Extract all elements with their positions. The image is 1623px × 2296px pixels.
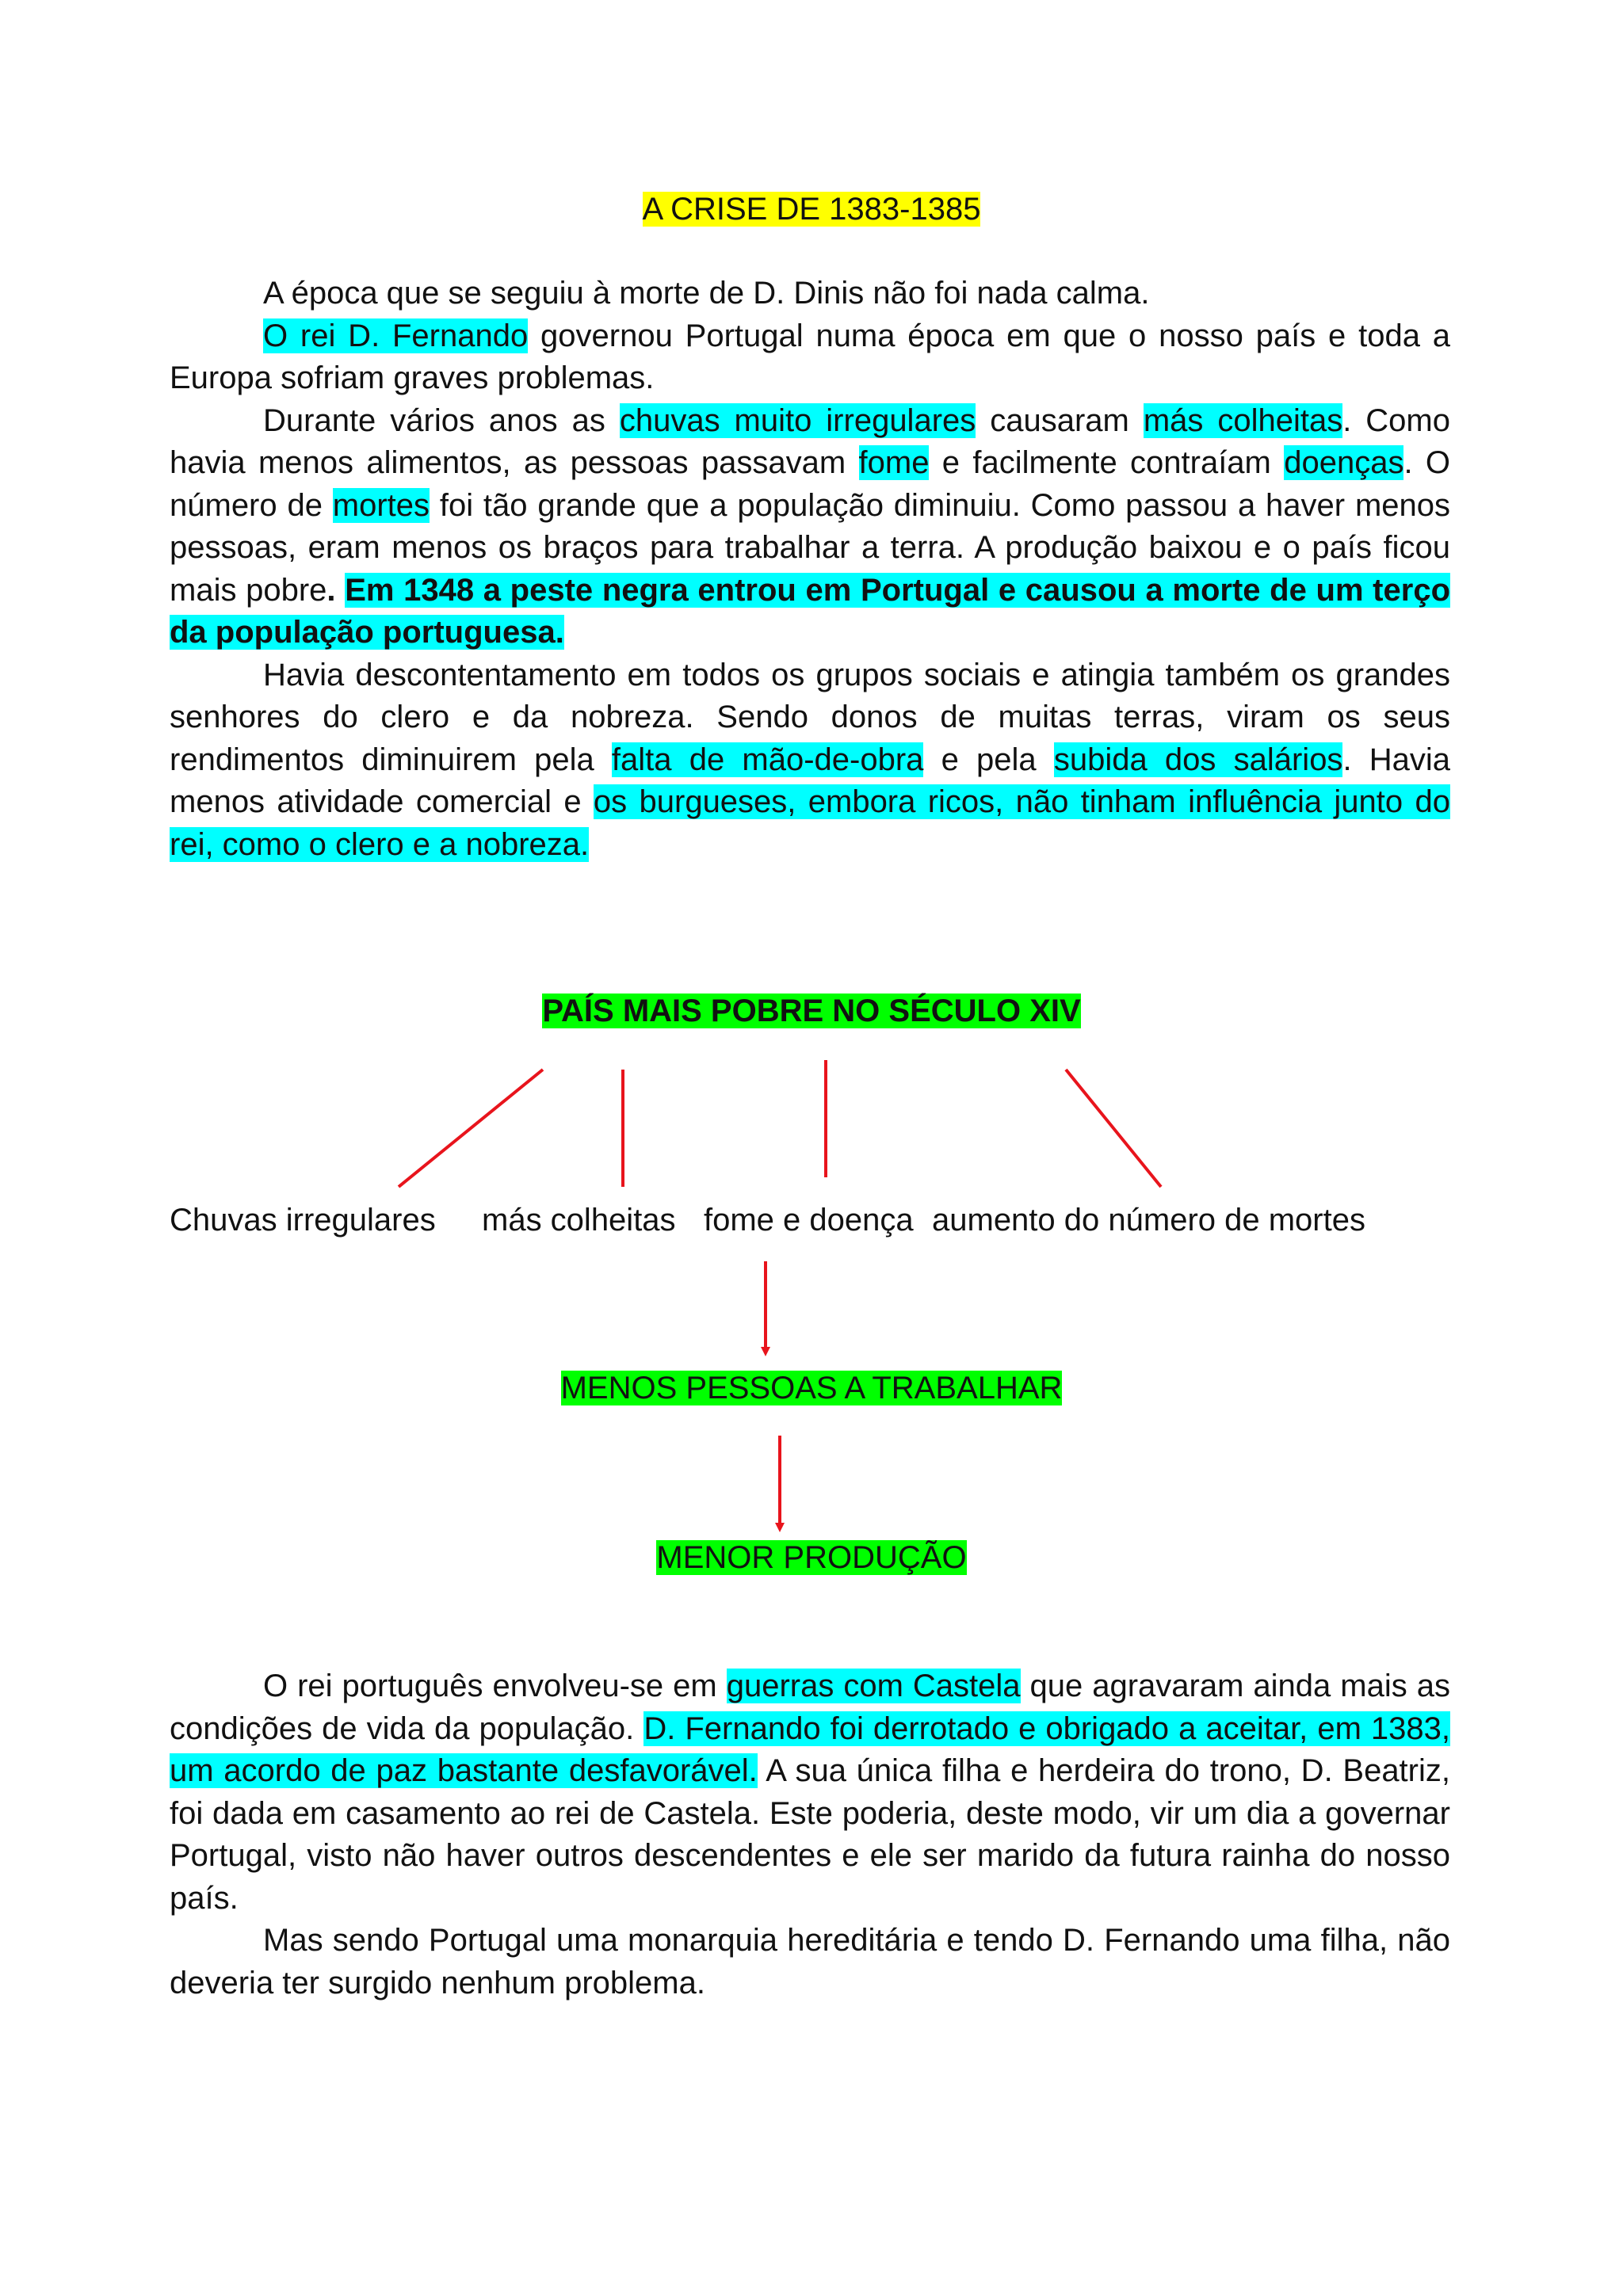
diagram-middle-label: MENOS PESSOAS A TRABALHAR: [560, 1371, 1063, 1405]
highlight: doenças: [1284, 445, 1404, 480]
title-highlight: A CRISE DE 1383-1385: [642, 192, 981, 227]
cause-label: fome e doença: [704, 1203, 914, 1238]
cause-label: más colheitas: [482, 1203, 676, 1238]
paragraph-6: Mas sendo Portugal uma monarquia hereditária e tendo D. Fernando uma filha, não deveria ter surgido nenhum problema.: [170, 1923, 1450, 2000]
cause-label: Chuvas irregulares: [170, 1203, 436, 1238]
highlight: falta de mão-de-obra: [611, 742, 924, 777]
highlight: más colheitas: [1143, 402, 1343, 438]
connector-line: [1066, 1070, 1161, 1187]
diagram-bottom-box: [0, 1535, 1623, 1580]
paragraph-3: Durante vários anos as chuvas muito irregulares causaram más colheitas. Como havia menos alimentos, as pessoas passavam fome e facilmente contraíam doenças. O número de mortes foi tão grande que a população diminuiu. Como passou a haver menos pessoas, eram menos os braços para trabalhar a terra. A produção baixou e o país ficou mais pobre. Em 1348 a peste negra entrou em Portugal e causou a morte de um terço da população portuguesa.: [170, 402, 1451, 650]
highlight: os burgueses, embora ricos, não tinham influência junto do rei, como o clero e a nobreza.: [170, 784, 1450, 862]
highlight: mortes: [332, 487, 430, 523]
diagram-middle-box: [0, 1366, 1623, 1410]
section-2: [170, 1665, 1450, 2004]
highlight: guerras com Castela: [726, 1669, 1021, 1703]
cause-label: aumento do número de mortes: [932, 1203, 1365, 1238]
paragraph-1: A época que se seguiu à morte de D. Dinis não foi nada calma.: [263, 276, 1150, 311]
connector-line: [399, 1070, 543, 1187]
diagram-top-label: PAÍS MAIS POBRE NO SÉCULO XIV: [542, 994, 1081, 1028]
paragraph-2: O rei D. Fernando governou Portugal numa época em que o nosso país e toda a Europa sofriam graves problemas.: [170, 318, 1451, 395]
highlight: fome: [858, 445, 930, 480]
diagram-top-box: [0, 989, 1623, 1033]
paragraph-5: O rei português envolveu-se em guerras com Castela que agravaram ainda mais as condições de vida da população. D. Fernando foi derrotado e obrigado a aceitar, em 1383, um acordo de paz bastante desfavorável. A sua única filha e herdeira do trono, D. Beatriz, foi dada em casamento ao rei de Castela. Este poderia, deste modo, vir um dia a governar Portugal, visto não haver outros descendentes e ele ser marido da futura rainha do nosso país.: [170, 1669, 1450, 1916]
paragraph-4: Havia descontentamento em todos os grupos sociais e atingia também os grandes senhores do clero e da nobreza. Sendo donos de muitas terras, viram os seus rendimentos diminuirem pela falta de mão-de-obra e pela subida dos salários. Havia menos atividade comercial e os burgueses, embora ricos, não tinham influência junto do rei, como o clero e a nobreza.: [170, 657, 1451, 862]
bold-highlight: Em 1348 a peste negra entrou em Portugal e causou a morte de um terço da população portuguesa.: [170, 572, 1450, 650]
highlight: subida dos salários: [1053, 742, 1343, 777]
highlight: O rei D. Fernando: [263, 318, 529, 353]
highlight: chuvas muito irregulares: [619, 402, 976, 438]
diagram-bottom-label: MENOR PRODUÇÃO: [656, 1540, 967, 1575]
highlight: D. Fernando foi derrotado e obrigado a aceitar, em 1383, um acordo de paz bastante desfavorável.: [170, 1711, 1450, 1788]
